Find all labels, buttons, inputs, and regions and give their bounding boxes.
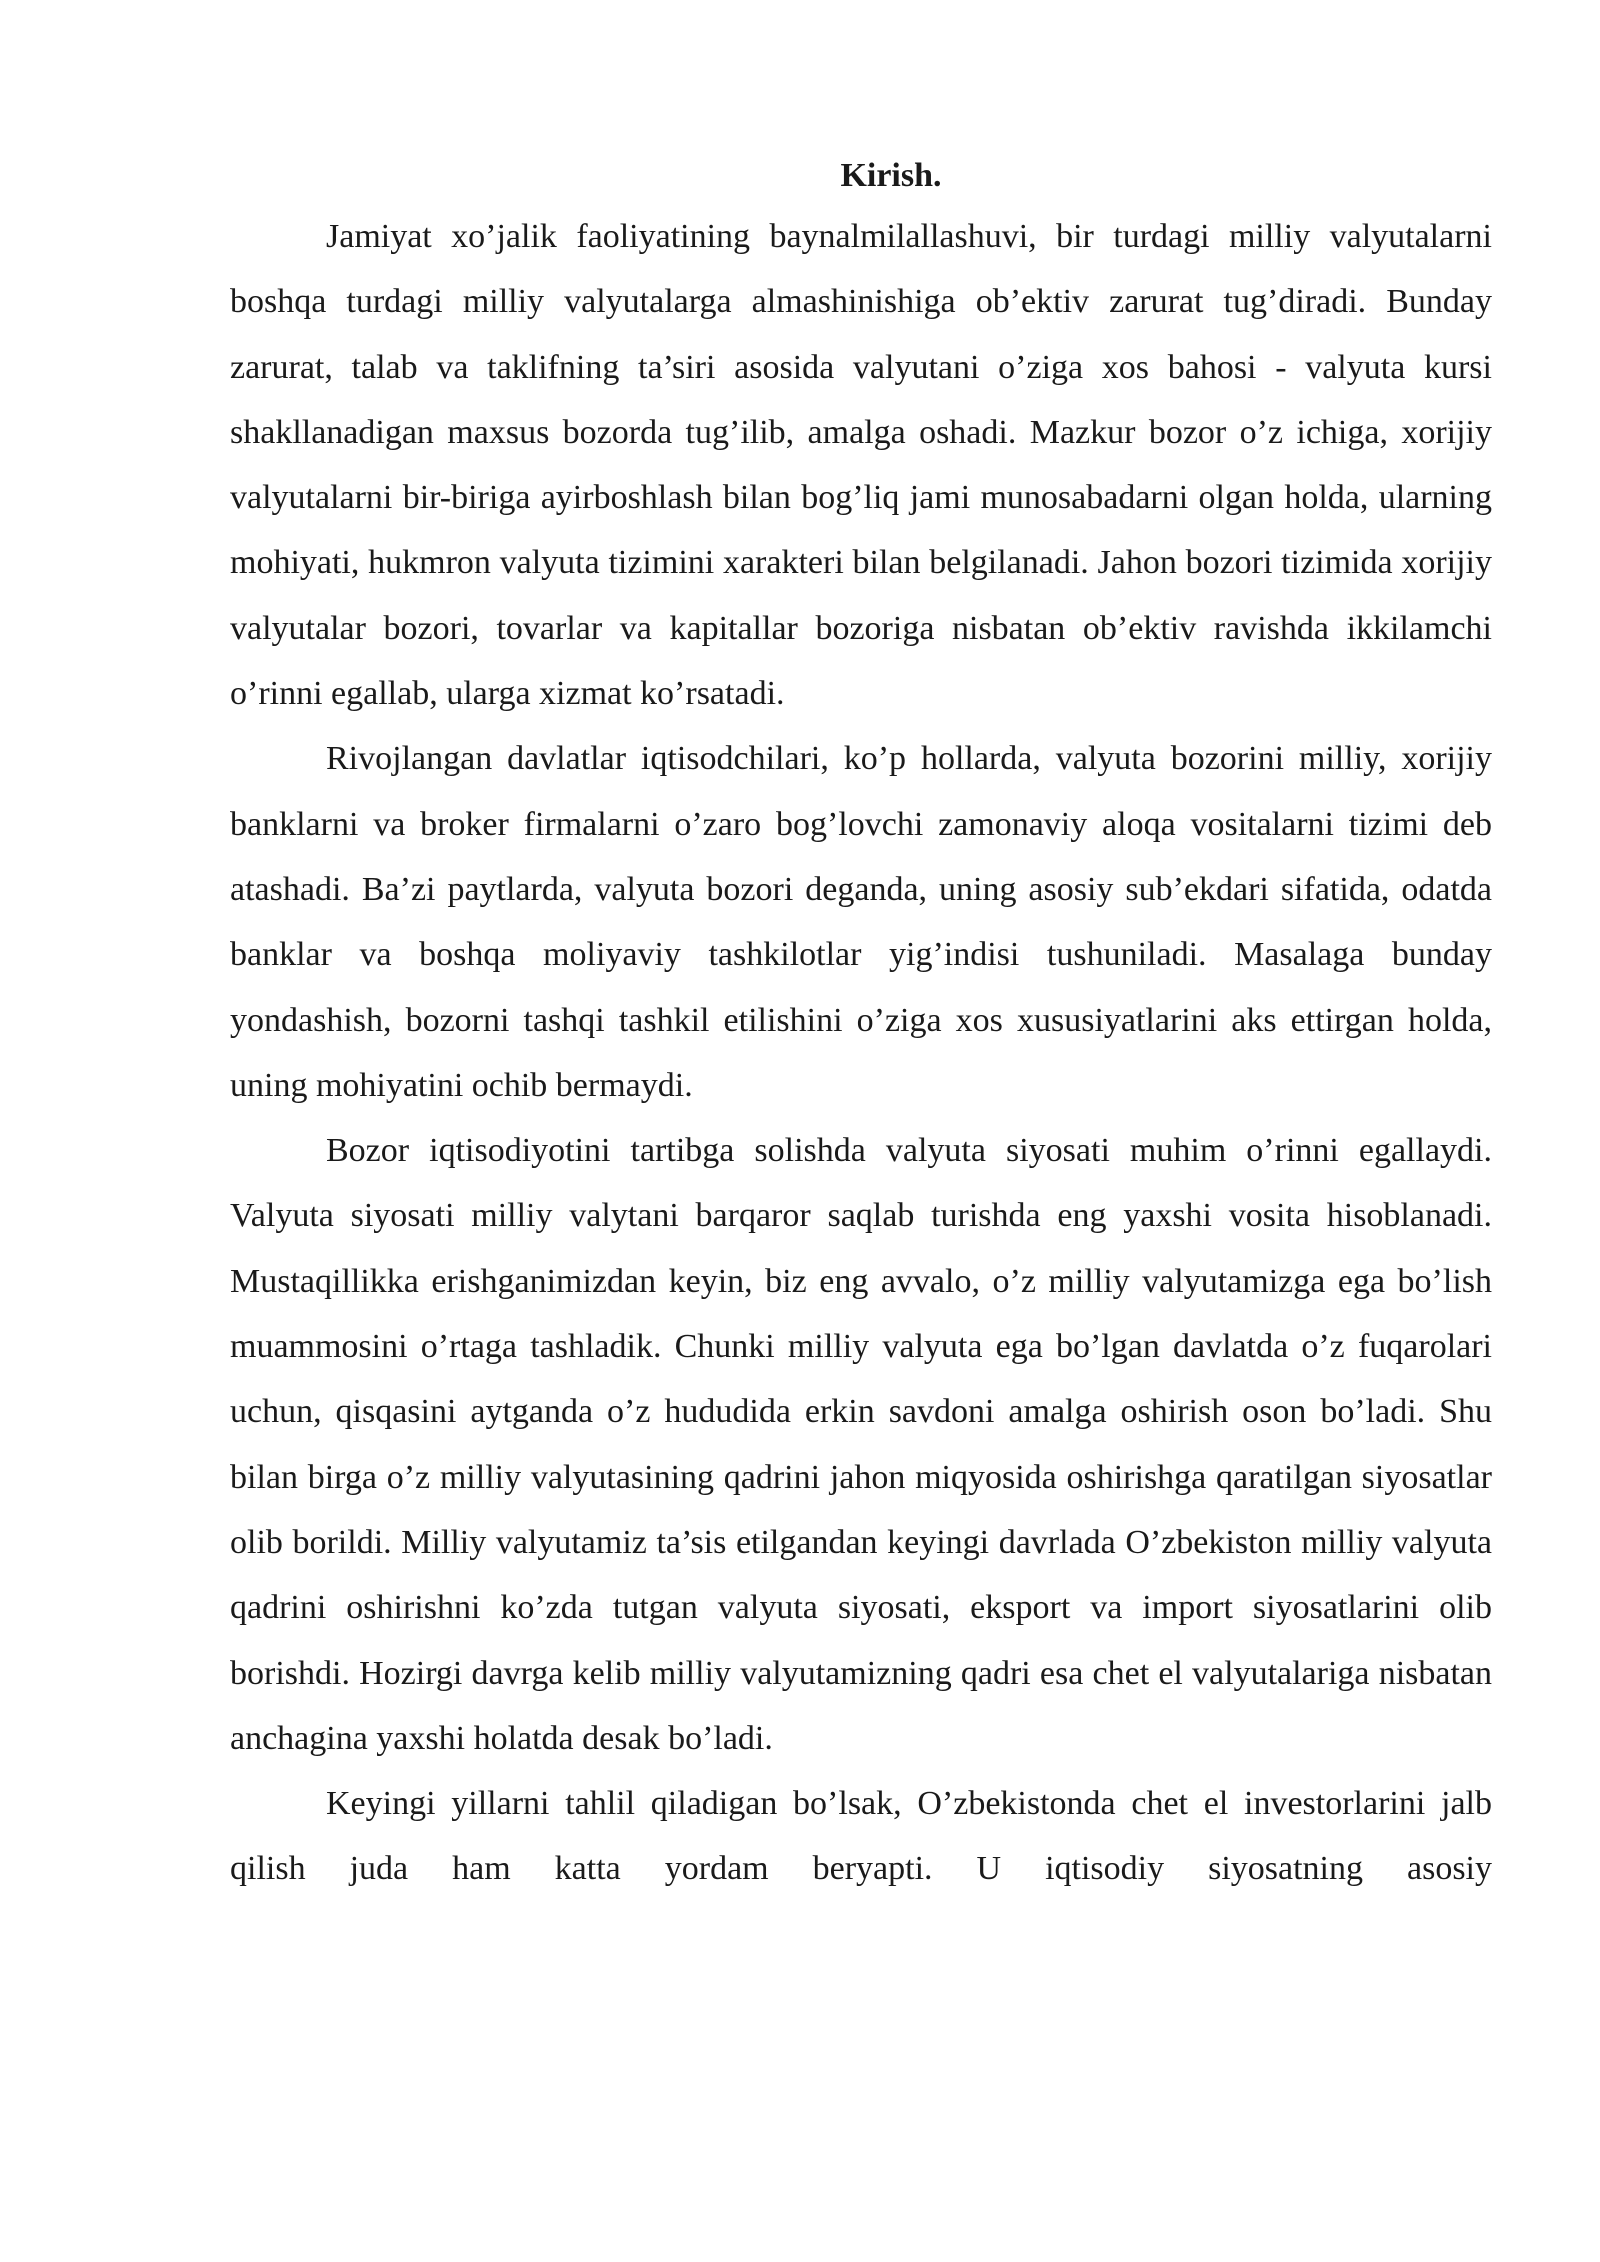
document-body <box>230 148 1492 1902</box>
paragraph-3: Bozor iqtisodiyotini tartibga solishda valyuta siyosati muhim o’rinni egallaydi. Valyuta siyosati milliy valytani barqaror saqlab turishda eng yaxshi vosita hisoblanadi. Mustaqillikka erishganimizdan keyin, biz eng avvalo, o’z milliy valyutamizga ega bo’lish muammosini o’rtaga tashladik. Chunki milliy valyuta ega bo’lgan davlatda o’z fuqarolari uchun, qisqasini aytganda o’z hududida erkin savdoni amalga oshirish oson bo’ladi. Shu bilan birga o’z milliy valyutasining qadrini jahon miqyosida oshirishga qaratilgan siyosatlar olib borildi. Milliy valyutamiz ta’sis etilgandan keyingi davrlada O’zbekiston milliy valyuta qadrini oshirishni ko’zda tutgan valyuta siyosati, eksport va import siyosatlarini olib borishdi. Hozirgi davrga kelib milliy valyutamizning qadri esa chet el valyutalariga nisbatan anchagina yaxshi holatda desak bo’ladi. <box>230 1132 1492 1757</box>
paragraph-1: Jamiyat xo’jalik faoliyatining baynalmilallashuvi, bir turdagi milliy valyutalarni boshqa turdagi milliy valyutalarga almashinishiga ob’ektiv zarurat tug’diradi. Bunday zarurat, talab va taklifning ta’siri asosida valyutani o’ziga xos bahosi - valyuta kursi shakllanadigan maxsus bozorda tug’ilib, amalga oshadi. Mazkur bozor o’z ichiga, xorijiy valyutalarni bir-biriga ayirboshlash bilan bog’liq jami munosabadarni olgan holda, ularning mohiyati, hukmron valyuta tizimini xarakteri bilan belgilanadi. Jahon bozori tizimida xorijiy valyutalar bozori, tovarlar va kapitallar bozoriga nisbatan ob’ektiv ravishda ikkilamchi o’rinni egallab, ularga xizmat ko’rsatadi. <box>230 218 1492 713</box>
section-heading: Kirish. <box>840 157 942 194</box>
paragraph-4: Keyingi yillarni tahlil qiladigan bo’lsak, O’zbekistonda chet el investorlarini jalb qilish juda ham katta yordam beryapti. U iqtisodiy siyosatning asosiy <box>230 1785 1492 1888</box>
paragraph-2: Rivojlangan davlatlar iqtisodchilari, ko’p hollarda, valyuta bozorini milliy, xorijiy banklarni va broker firmalarni o’zaro bog’lovchi zamonaviy aloqa vositalarni tizimi deb atashadi. Ba’zi paytlarda, valyuta bozori deganda, uning asosiy sub’ekdari sifatida, odatda banklar va boshqa moliyaviy tashkilotlar yig’indisi tushuniladi. Masalaga bunday yondashish, bozorni tashqi tashkil etilishini o’ziga xos xususiyatlarini aks ettirgan holda, uning mohiyatini ochib bermaydi. <box>230 740 1492 1104</box>
